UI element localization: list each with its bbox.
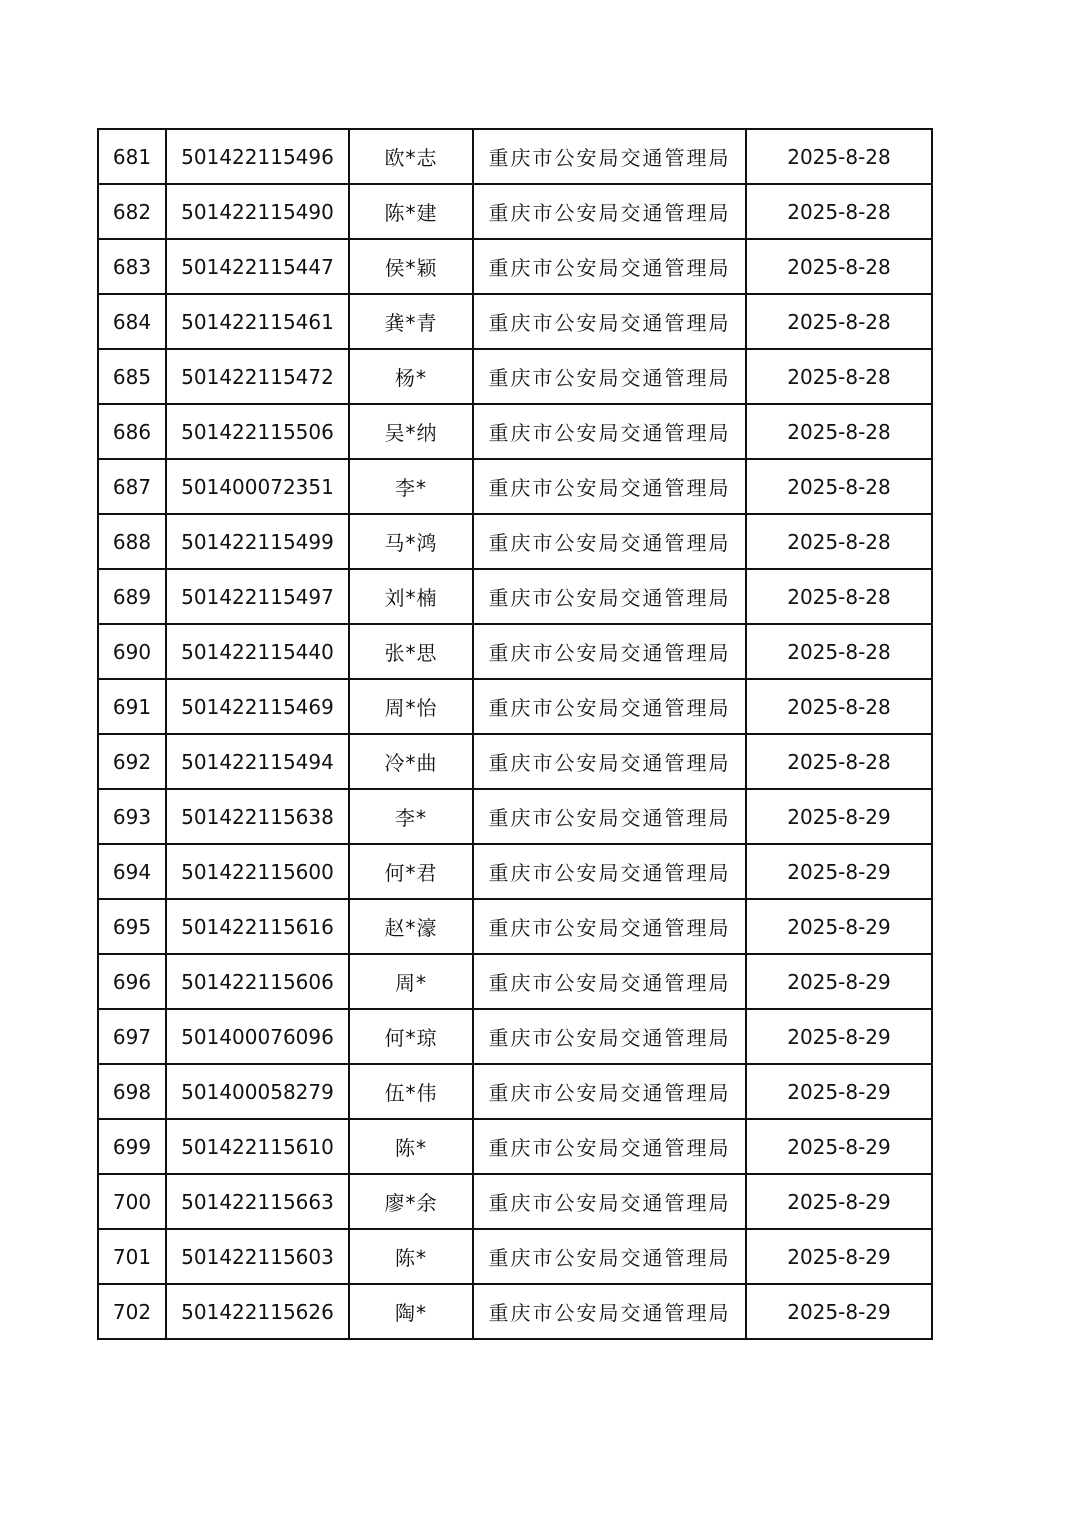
cell-id: 501422115490 — [166, 184, 349, 239]
table-row — [98, 789, 932, 844]
cell-seq: 690 — [98, 624, 166, 679]
cell-id: 501422115506 — [166, 404, 349, 459]
cell-seq: 687 — [98, 459, 166, 514]
cell-date: 2025-8-28 — [746, 239, 932, 294]
table-row — [98, 569, 932, 624]
cell-name: 陈* — [349, 1119, 473, 1174]
cell-date: 2025-8-29 — [746, 1064, 932, 1119]
cell-date: 2025-8-29 — [746, 899, 932, 954]
cell-date: 2025-8-28 — [746, 679, 932, 734]
cell-name: 赵*濠 — [349, 899, 473, 954]
cell-id: 501422115497 — [166, 569, 349, 624]
cell-seq: 681 — [98, 129, 166, 184]
table-row — [98, 184, 932, 239]
cell-id: 501400072351 — [166, 459, 349, 514]
table-row — [98, 899, 932, 954]
cell-name: 冷*曲 — [349, 734, 473, 789]
cell-unit: 重庆市公安局交通管理局 — [473, 624, 746, 679]
cell-name: 龚*青 — [349, 294, 473, 349]
cell-seq: 701 — [98, 1229, 166, 1284]
cell-seq: 700 — [98, 1174, 166, 1229]
cell-seq: 692 — [98, 734, 166, 789]
cell-unit: 重庆市公安局交通管理局 — [473, 789, 746, 844]
cell-date: 2025-8-28 — [746, 459, 932, 514]
cell-id: 501422115610 — [166, 1119, 349, 1174]
cell-unit: 重庆市公安局交通管理局 — [473, 459, 746, 514]
cell-unit: 重庆市公安局交通管理局 — [473, 129, 746, 184]
cell-id: 501422115638 — [166, 789, 349, 844]
cell-name: 刘*楠 — [349, 569, 473, 624]
cell-seq: 685 — [98, 349, 166, 404]
cell-id: 501422115440 — [166, 624, 349, 679]
cell-date: 2025-8-29 — [746, 789, 932, 844]
table-row — [98, 514, 932, 569]
table-row — [98, 294, 932, 349]
cell-id: 501400076096 — [166, 1009, 349, 1064]
cell-id: 501422115447 — [166, 239, 349, 294]
cell-name: 陶* — [349, 1284, 473, 1339]
cell-unit: 重庆市公安局交通管理局 — [473, 1174, 746, 1229]
cell-unit: 重庆市公安局交通管理局 — [473, 1119, 746, 1174]
table-row — [98, 844, 932, 899]
cell-date: 2025-8-28 — [746, 294, 932, 349]
cell-unit: 重庆市公安局交通管理局 — [473, 844, 746, 899]
cell-unit: 重庆市公安局交通管理局 — [473, 294, 746, 349]
cell-unit: 重庆市公安局交通管理局 — [473, 184, 746, 239]
cell-date: 2025-8-28 — [746, 624, 932, 679]
cell-name: 李* — [349, 459, 473, 514]
cell-id: 501422115600 — [166, 844, 349, 899]
cell-unit: 重庆市公安局交通管理局 — [473, 1064, 746, 1119]
cell-seq: 683 — [98, 239, 166, 294]
cell-date: 2025-8-29 — [746, 1119, 932, 1174]
table-row — [98, 679, 932, 734]
cell-unit: 重庆市公安局交通管理局 — [473, 569, 746, 624]
cell-unit: 重庆市公安局交通管理局 — [473, 239, 746, 294]
table-row — [98, 954, 932, 1009]
cell-id: 501422115626 — [166, 1284, 349, 1339]
cell-name: 周* — [349, 954, 473, 1009]
cell-date: 2025-8-29 — [746, 1229, 932, 1284]
cell-name: 何*君 — [349, 844, 473, 899]
cell-id: 501400058279 — [166, 1064, 349, 1119]
cell-date: 2025-8-28 — [746, 404, 932, 459]
table-row — [98, 239, 932, 294]
table-row — [98, 1119, 932, 1174]
document-page — [97, 128, 933, 1340]
cell-id: 501422115663 — [166, 1174, 349, 1229]
cell-seq: 686 — [98, 404, 166, 459]
cell-date: 2025-8-28 — [746, 349, 932, 404]
cell-date: 2025-8-28 — [746, 184, 932, 239]
cell-date: 2025-8-29 — [746, 1284, 932, 1339]
cell-id: 501422115461 — [166, 294, 349, 349]
cell-id: 501422115603 — [166, 1229, 349, 1284]
cell-date: 2025-8-29 — [746, 844, 932, 899]
cell-seq: 693 — [98, 789, 166, 844]
cell-seq: 695 — [98, 899, 166, 954]
cell-date: 2025-8-29 — [746, 954, 932, 1009]
cell-seq: 684 — [98, 294, 166, 349]
cell-id: 501422115494 — [166, 734, 349, 789]
cell-id: 501422115496 — [166, 129, 349, 184]
table-row — [98, 624, 932, 679]
cell-date: 2025-8-29 — [746, 1174, 932, 1229]
cell-unit: 重庆市公安局交通管理局 — [473, 679, 746, 734]
cell-seq: 699 — [98, 1119, 166, 1174]
cell-id: 501422115472 — [166, 349, 349, 404]
cell-unit: 重庆市公安局交通管理局 — [473, 1284, 746, 1339]
cell-seq: 691 — [98, 679, 166, 734]
cell-name: 侯*颖 — [349, 239, 473, 294]
table-row — [98, 349, 932, 404]
cell-seq: 689 — [98, 569, 166, 624]
cell-unit: 重庆市公安局交通管理局 — [473, 1229, 746, 1284]
cell-unit: 重庆市公安局交通管理局 — [473, 734, 746, 789]
table-row — [98, 734, 932, 789]
table-row — [98, 1174, 932, 1229]
cell-unit: 重庆市公安局交通管理局 — [473, 954, 746, 1009]
cell-name: 马*鸿 — [349, 514, 473, 569]
cell-name: 周*怡 — [349, 679, 473, 734]
cell-date: 2025-8-28 — [746, 514, 932, 569]
cell-seq: 698 — [98, 1064, 166, 1119]
cell-id: 501422115469 — [166, 679, 349, 734]
table-row — [98, 459, 932, 514]
cell-name: 张*思 — [349, 624, 473, 679]
cell-name: 李* — [349, 789, 473, 844]
cell-name: 吴*纳 — [349, 404, 473, 459]
cell-unit: 重庆市公安局交通管理局 — [473, 899, 746, 954]
cell-id: 501422115499 — [166, 514, 349, 569]
cell-date: 2025-8-28 — [746, 734, 932, 789]
cell-seq: 702 — [98, 1284, 166, 1339]
cell-name: 陈* — [349, 1229, 473, 1284]
table-row — [98, 1064, 932, 1119]
records-table-body — [98, 129, 932, 1339]
cell-unit: 重庆市公安局交通管理局 — [473, 349, 746, 404]
records-table — [97, 128, 933, 1340]
cell-seq: 694 — [98, 844, 166, 899]
table-row — [98, 404, 932, 459]
cell-seq: 696 — [98, 954, 166, 1009]
cell-seq: 688 — [98, 514, 166, 569]
cell-name: 伍*伟 — [349, 1064, 473, 1119]
table-row — [98, 129, 932, 184]
cell-name: 杨* — [349, 349, 473, 404]
cell-date: 2025-8-28 — [746, 569, 932, 624]
cell-date: 2025-8-29 — [746, 1009, 932, 1064]
cell-unit: 重庆市公安局交通管理局 — [473, 404, 746, 459]
cell-id: 501422115606 — [166, 954, 349, 1009]
cell-name: 何*琼 — [349, 1009, 473, 1064]
cell-seq: 697 — [98, 1009, 166, 1064]
table-row — [98, 1009, 932, 1064]
cell-unit: 重庆市公安局交通管理局 — [473, 1009, 746, 1064]
cell-date: 2025-8-28 — [746, 129, 932, 184]
cell-seq: 682 — [98, 184, 166, 239]
cell-id: 501422115616 — [166, 899, 349, 954]
table-row — [98, 1284, 932, 1339]
cell-name: 廖*余 — [349, 1174, 473, 1229]
table-row — [98, 1229, 932, 1284]
cell-name: 欧*志 — [349, 129, 473, 184]
cell-unit: 重庆市公安局交通管理局 — [473, 514, 746, 569]
cell-name: 陈*建 — [349, 184, 473, 239]
